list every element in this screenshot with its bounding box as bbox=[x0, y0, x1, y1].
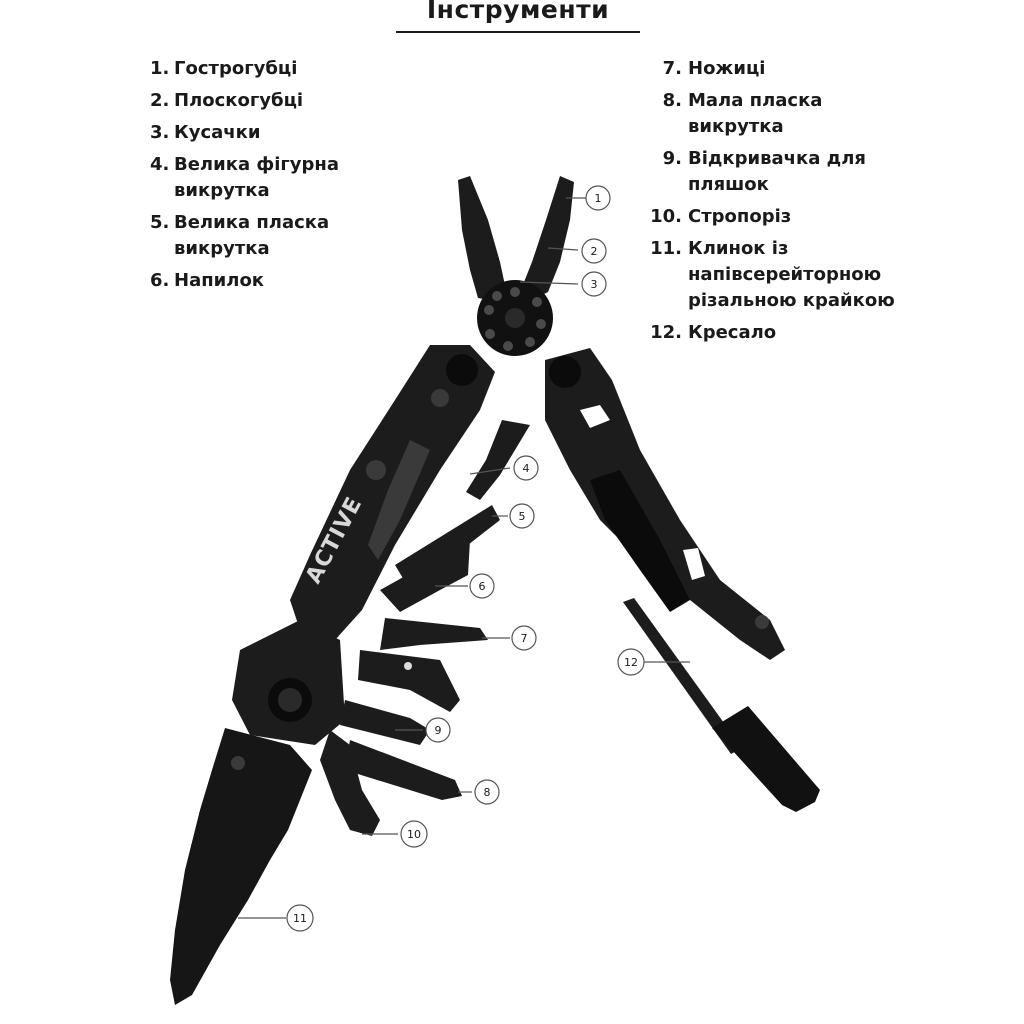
right-handle-screw bbox=[549, 356, 581, 388]
fire-starter bbox=[623, 598, 820, 812]
legend-label: Стропоріз bbox=[688, 206, 792, 227]
callout-label: 12 bbox=[624, 656, 638, 669]
legend-label: Мала пласка викрутка bbox=[688, 90, 823, 137]
main-pivot-housing bbox=[232, 620, 345, 745]
callout-3 bbox=[582, 272, 606, 296]
legend-number: 1. bbox=[150, 58, 170, 79]
callout-1 bbox=[586, 186, 610, 210]
legend-label: Плоскогубці bbox=[174, 90, 304, 111]
legend-number: 9. bbox=[662, 148, 682, 169]
legend-label: Напилок bbox=[174, 270, 265, 291]
legend-label: Велика пласка викрутка bbox=[174, 212, 330, 259]
bottle-opener bbox=[340, 700, 430, 745]
right-handle-body bbox=[545, 348, 785, 660]
callout-11 bbox=[287, 905, 313, 931]
legend-label: Відкривачка для пляшок bbox=[688, 148, 866, 195]
callout-label: 11 bbox=[293, 912, 307, 925]
blade-thumb-stud bbox=[231, 756, 245, 770]
callout-label: 9 bbox=[434, 724, 442, 737]
callout-2 bbox=[582, 239, 606, 263]
legend-number: 7. bbox=[662, 58, 682, 79]
serrated-blade bbox=[170, 728, 312, 1005]
scissors-pivot bbox=[404, 662, 412, 670]
callout-label: 7 bbox=[520, 632, 528, 645]
left-handle-hole bbox=[366, 460, 386, 480]
pliers-jaw-right bbox=[520, 176, 574, 300]
scissors-lower bbox=[358, 650, 460, 712]
callout-label: 4 bbox=[522, 462, 530, 475]
legend-label: Кусачки bbox=[174, 122, 261, 143]
callout-label: 5 bbox=[518, 510, 526, 523]
legend-number: 10. bbox=[650, 206, 682, 227]
legend-number: 6. bbox=[150, 270, 170, 291]
legend-number: 4. bbox=[150, 154, 170, 175]
callout-label: 10 bbox=[407, 828, 421, 841]
callout-12 bbox=[618, 649, 644, 675]
callout-10 bbox=[401, 821, 427, 847]
right-handle bbox=[545, 348, 785, 660]
legend-label: Велика фігурна викрутка bbox=[174, 154, 339, 201]
callout-label: 2 bbox=[590, 245, 598, 258]
callout-4 bbox=[514, 456, 538, 480]
fire-starter-handle bbox=[712, 706, 820, 812]
callout-label: 1 bbox=[594, 192, 602, 205]
pliers-jaws bbox=[458, 176, 574, 356]
legend-number: 5. bbox=[150, 212, 170, 233]
callout-label: 3 bbox=[590, 278, 598, 291]
legend-label: Клинок із напівсерейторною різальною крайкою bbox=[688, 238, 895, 311]
scissors-upper bbox=[380, 618, 488, 650]
legend-label: Ножиці bbox=[688, 58, 766, 79]
right-handle-screw bbox=[755, 615, 769, 629]
legend-number: 2. bbox=[150, 90, 170, 111]
callout-5 bbox=[510, 504, 534, 528]
legend-number: 11. bbox=[650, 238, 682, 259]
callout-label: 8 bbox=[483, 786, 491, 799]
left-handle-screw bbox=[446, 354, 478, 386]
legend-number: 8. bbox=[662, 90, 682, 111]
page-title: Інструменти bbox=[426, 0, 610, 24]
brand-label: ACTIVE bbox=[301, 492, 368, 588]
legend-label: Кресало bbox=[688, 322, 777, 343]
left-handle-hole bbox=[431, 389, 449, 407]
pliers-jaw-left bbox=[458, 176, 506, 300]
legend-number: 3. bbox=[150, 122, 170, 143]
callout-8 bbox=[475, 780, 499, 804]
callout-label: 6 bbox=[478, 580, 486, 593]
legend-number: 12. bbox=[650, 322, 682, 343]
callout-6 bbox=[470, 574, 494, 598]
strap-cutter bbox=[320, 730, 380, 836]
callout-9 bbox=[426, 718, 450, 742]
callout-7 bbox=[512, 626, 536, 650]
legend-label: Гострогубці bbox=[174, 58, 298, 79]
